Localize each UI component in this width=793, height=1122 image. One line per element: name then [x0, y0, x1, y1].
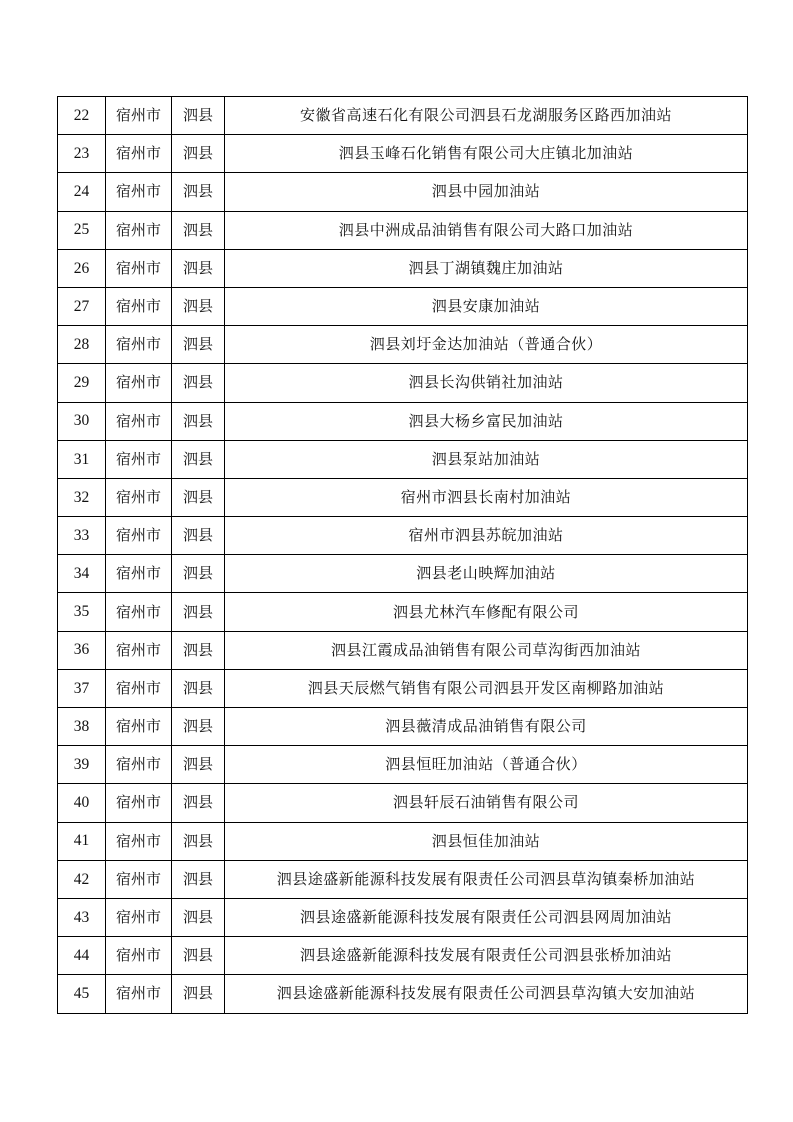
row-number: 26: [58, 249, 106, 287]
city-cell: 宿州市: [106, 975, 172, 1013]
station-name-cell: 安徽省高速石化有限公司泗县石龙湖服务区路西加油站: [225, 97, 748, 135]
station-name-cell: 宿州市泗县苏皖加油站: [225, 517, 748, 555]
city-cell: 宿州市: [106, 631, 172, 669]
city-cell: 宿州市: [106, 326, 172, 364]
row-number: 44: [58, 937, 106, 975]
city-cell: 宿州市: [106, 937, 172, 975]
county-cell: 泗县: [172, 898, 225, 936]
station-name-cell: 泗县泵站加油站: [225, 440, 748, 478]
station-name-cell: 泗县玉峰石化销售有限公司大庄镇北加油站: [225, 135, 748, 173]
table-row: [58, 555, 748, 593]
row-number: 35: [58, 593, 106, 631]
gas-station-table: [57, 96, 748, 1014]
row-number: 25: [58, 211, 106, 249]
row-number: 29: [58, 364, 106, 402]
station-name-cell: 泗县恒佳加油站: [225, 822, 748, 860]
station-name-cell: 泗县途盛新能源科技发展有限责任公司泗县张桥加油站: [225, 937, 748, 975]
city-cell: 宿州市: [106, 898, 172, 936]
county-cell: 泗县: [172, 287, 225, 325]
county-cell: 泗县: [172, 746, 225, 784]
row-number: 43: [58, 898, 106, 936]
table-row: [58, 860, 748, 898]
county-cell: 泗县: [172, 784, 225, 822]
row-number: 30: [58, 402, 106, 440]
row-number: 23: [58, 135, 106, 173]
county-cell: 泗县: [172, 669, 225, 707]
station-name-cell: 泗县天辰燃气销售有限公司泗县开发区南柳路加油站: [225, 669, 748, 707]
county-cell: 泗县: [172, 326, 225, 364]
station-name-cell: 泗县途盛新能源科技发展有限责任公司泗县草沟镇大安加油站: [225, 975, 748, 1013]
row-number: 40: [58, 784, 106, 822]
station-name-cell: 泗县尤林汽车修配有限公司: [225, 593, 748, 631]
county-cell: 泗县: [172, 975, 225, 1013]
city-cell: 宿州市: [106, 784, 172, 822]
table-row: [58, 135, 748, 173]
county-cell: 泗县: [172, 135, 225, 173]
city-cell: 宿州市: [106, 860, 172, 898]
city-cell: 宿州市: [106, 97, 172, 135]
row-number: 27: [58, 287, 106, 325]
station-name-cell: 泗县轩辰石油销售有限公司: [225, 784, 748, 822]
city-cell: 宿州市: [106, 211, 172, 249]
row-number: 31: [58, 440, 106, 478]
table-row: [58, 746, 748, 784]
county-cell: 泗县: [172, 860, 225, 898]
row-number: 22: [58, 97, 106, 135]
city-cell: 宿州市: [106, 593, 172, 631]
county-cell: 泗县: [172, 440, 225, 478]
row-number: 34: [58, 555, 106, 593]
table-row: [58, 784, 748, 822]
table-row: [58, 975, 748, 1013]
table-row: [58, 822, 748, 860]
table-row: [58, 249, 748, 287]
county-cell: 泗县: [172, 593, 225, 631]
table-row: [58, 631, 748, 669]
station-name-cell: 泗县刘圩金达加油站（普通合伙）: [225, 326, 748, 364]
county-cell: 泗县: [172, 402, 225, 440]
city-cell: 宿州市: [106, 517, 172, 555]
row-number: 37: [58, 669, 106, 707]
county-cell: 泗县: [172, 937, 225, 975]
station-name-cell: 泗县长沟供销社加油站: [225, 364, 748, 402]
row-number: 41: [58, 822, 106, 860]
table-row: [58, 402, 748, 440]
row-number: 39: [58, 746, 106, 784]
station-name-cell: 泗县安康加油站: [225, 287, 748, 325]
row-number: 42: [58, 860, 106, 898]
county-cell: 泗县: [172, 97, 225, 135]
city-cell: 宿州市: [106, 440, 172, 478]
station-name-cell: 泗县老山映辉加油站: [225, 555, 748, 593]
station-name-cell: 泗县恒旺加油站（普通合伙）: [225, 746, 748, 784]
county-cell: 泗县: [172, 631, 225, 669]
city-cell: 宿州市: [106, 555, 172, 593]
station-name-cell: 泗县途盛新能源科技发展有限责任公司泗县网周加油站: [225, 898, 748, 936]
city-cell: 宿州市: [106, 364, 172, 402]
table-row: [58, 211, 748, 249]
county-cell: 泗县: [172, 555, 225, 593]
county-cell: 泗县: [172, 249, 225, 287]
county-cell: 泗县: [172, 708, 225, 746]
city-cell: 宿州市: [106, 249, 172, 287]
table-row: [58, 287, 748, 325]
row-number: 24: [58, 173, 106, 211]
city-cell: 宿州市: [106, 669, 172, 707]
station-name-cell: 泗县薇清成品油销售有限公司: [225, 708, 748, 746]
station-name-cell: 泗县中洲成品油销售有限公司大路口加油站: [225, 211, 748, 249]
row-number: 38: [58, 708, 106, 746]
row-number: 36: [58, 631, 106, 669]
table-row: [58, 593, 748, 631]
table-row: [58, 440, 748, 478]
city-cell: 宿州市: [106, 478, 172, 516]
city-cell: 宿州市: [106, 287, 172, 325]
table-row: [58, 364, 748, 402]
row-number: 28: [58, 326, 106, 364]
table-row: [58, 669, 748, 707]
county-cell: 泗县: [172, 822, 225, 860]
station-name-cell: 泗县途盛新能源科技发展有限责任公司泗县草沟镇秦桥加油站: [225, 860, 748, 898]
city-cell: 宿州市: [106, 708, 172, 746]
station-name-cell: 泗县大杨乡富民加油站: [225, 402, 748, 440]
table-body: [58, 97, 748, 1014]
city-cell: 宿州市: [106, 402, 172, 440]
station-name-cell: 宿州市泗县长南村加油站: [225, 478, 748, 516]
county-cell: 泗县: [172, 211, 225, 249]
table-row: [58, 708, 748, 746]
city-cell: 宿州市: [106, 173, 172, 211]
table-row: [58, 478, 748, 516]
station-name-cell: 泗县中园加油站: [225, 173, 748, 211]
city-cell: 宿州市: [106, 746, 172, 784]
station-name-cell: 泗县丁湖镇魏庄加油站: [225, 249, 748, 287]
row-number: 32: [58, 478, 106, 516]
table-row: [58, 97, 748, 135]
table-row: [58, 898, 748, 936]
table-row: [58, 517, 748, 555]
row-number: 33: [58, 517, 106, 555]
county-cell: 泗县: [172, 173, 225, 211]
row-number: 45: [58, 975, 106, 1013]
station-name-cell: 泗县江霞成品油销售有限公司草沟街西加油站: [225, 631, 748, 669]
county-cell: 泗县: [172, 517, 225, 555]
table-row: [58, 326, 748, 364]
table-row: [58, 173, 748, 211]
county-cell: 泗县: [172, 478, 225, 516]
city-cell: 宿州市: [106, 822, 172, 860]
county-cell: 泗县: [172, 364, 225, 402]
table-row: [58, 937, 748, 975]
city-cell: 宿州市: [106, 135, 172, 173]
